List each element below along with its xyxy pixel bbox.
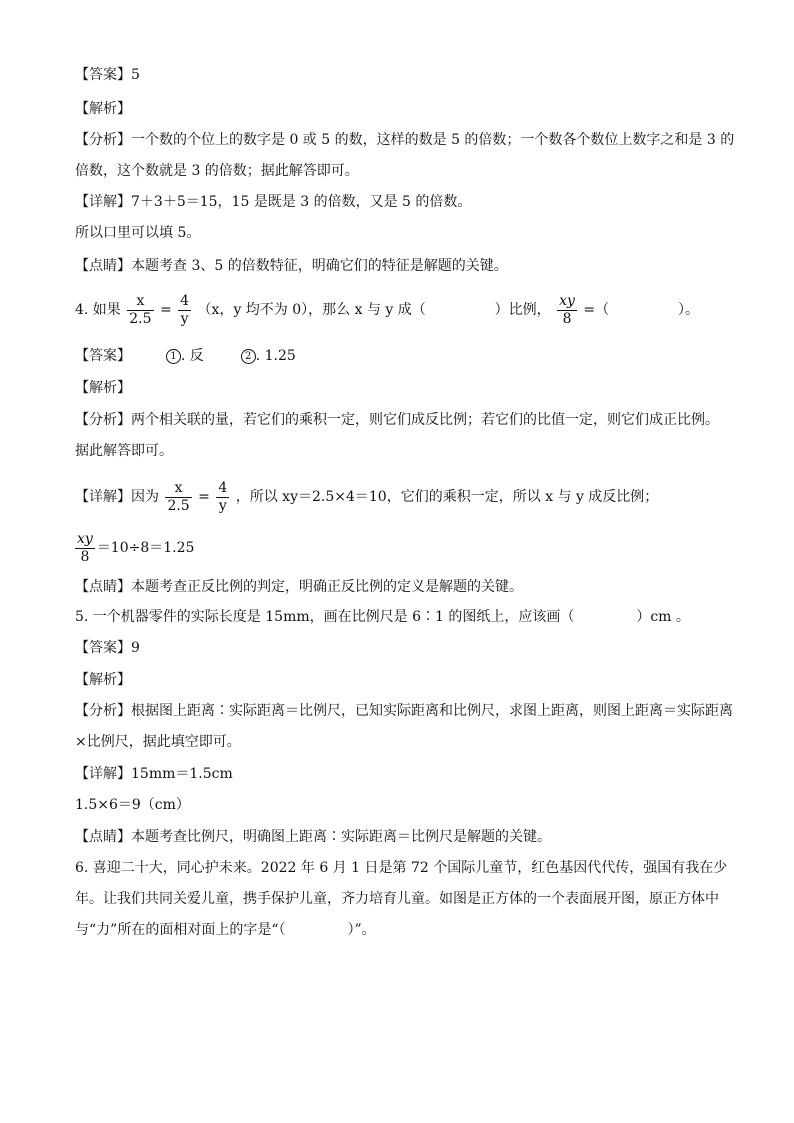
q6-line1: 6. 喜迎二十大，同心护未来。2022 年 6 月 1 日是第 72 个国际儿童节，红色基因代代传，强国有我在少 xyxy=(75,860,728,876)
xiangjie-rest: ，所以 xy＝2.5×4＝10，它们的乘积一定，所以 x 与 y 成反比例； xyxy=(235,489,659,505)
q3-jiexi-heading: 【解析】 xyxy=(75,101,131,117)
fraction-4-over-y xyxy=(216,480,229,515)
q5-question xyxy=(75,607,690,627)
answer-2: . 1.25 xyxy=(255,348,296,364)
q5-answer: 【答案】9 xyxy=(75,640,140,656)
q3-fenxi-line2: 倍数，这个数就是 3 的倍数；据此解答即可。 xyxy=(75,163,359,179)
circled-number-2: 2 xyxy=(241,349,256,364)
q4-fenxi-line1: 【分析】两个相关联的量，若它们的乘积一定，则它们成反比例；若它们的比值一定，则它们成正比例。 xyxy=(75,412,719,428)
calc-rest: ＝10÷8＝1.25 xyxy=(96,540,195,556)
q5-dianjing: 【点睛】本题考查比例尺，明确图上距离∶实际距离＝比例尺是解题的关键。 xyxy=(75,829,551,845)
q3-answer: 【答案】5 xyxy=(75,67,140,83)
fraction-numerator: xy xyxy=(559,292,575,309)
q4-xiangjie xyxy=(75,479,658,515)
fraction-denominator: 2.5 xyxy=(167,497,190,514)
q5-question-text: 5. 一个机器零件的实际长度是 15mm，画在比例尺是 6∶1 的图纸上，应该画（ xyxy=(75,609,575,625)
q5-question-end: ）cm 。 xyxy=(636,609,690,625)
q3-xiangjie: 【详解】7＋3＋5＝15，15 是既是 3 的倍数，又是 5 的倍数。 xyxy=(75,194,472,210)
q6-line2: 年。让我们共同关爱儿童，携手保护儿童，齐力培育儿童。如图是正方体的一个表面展开图，原正方体中 xyxy=(75,891,719,907)
answer-1: . 反 xyxy=(180,348,204,364)
fraction-denominator: y xyxy=(216,497,229,515)
equals-sign: = xyxy=(159,302,172,318)
fraction-numerator: 4 xyxy=(218,479,228,496)
fraction-xy-over-8 xyxy=(75,531,95,566)
q4-question xyxy=(75,292,699,328)
equals-sign: = xyxy=(198,489,210,505)
q4-fenxi-line2: 据此解答即可。 xyxy=(75,443,173,459)
q6-line3-text: 与“力”所在的面相对面上的字是“（ xyxy=(75,922,286,938)
fraction-x-over-2.5 xyxy=(127,293,153,328)
q4-mid: ）比例， xyxy=(494,302,551,318)
fraction-denominator: y xyxy=(178,310,191,328)
q5-xiangjie: 【详解】15mm＝1.5cm xyxy=(75,766,233,782)
fraction-denominator: 8 xyxy=(75,548,95,566)
fraction-numerator: 4 xyxy=(180,292,190,309)
fraction-numerator: x xyxy=(136,292,145,309)
q6-line3 xyxy=(75,920,376,940)
fraction-4-over-y xyxy=(178,293,191,328)
q5-fenxi-line2: ×比例尺，据此填空即可。 xyxy=(75,734,241,750)
q6-line3-end: ）”。 xyxy=(347,922,376,938)
fraction-numerator: x xyxy=(174,479,183,496)
fraction-denominator: 8 xyxy=(557,310,577,328)
fraction-x-over-2.5 xyxy=(165,480,191,515)
fraction-denominator: 2.5 xyxy=(129,310,152,327)
circled-number-1: 1 xyxy=(166,349,181,364)
q4-eq2: =（ xyxy=(583,302,610,318)
q4-dianjing: 【点睛】本题考查正反比例的判定，明确正反比例的定义是解题的关键。 xyxy=(75,579,523,595)
q4-jiexi-heading: 【解析】 xyxy=(75,380,131,396)
q3-dianjing: 【点睛】本题考查 3、5 的倍数特征，明确它们的特征是解题的关键。 xyxy=(75,258,508,274)
xiangjie-prefix: 【详解】因为 xyxy=(75,489,159,505)
q4-calc xyxy=(75,530,194,566)
q3-fenxi-line1: 【分析】一个数的个位上的数字是 0 或 5 的数，这样的数是 5 的倍数；一个数各个数位上数字之和是 3 的 xyxy=(75,132,735,148)
q5-fenxi-line1: 【分析】根据图上距离∶实际距离＝比例尺，已知实际距离和比例尺，求图上距离，则图上距离＝实际距离 xyxy=(75,703,733,719)
q4-prefix: 4. 如果 xyxy=(75,302,121,318)
q4-end: ）。 xyxy=(678,302,700,318)
q3-fill: 所以口里可以填 5。 xyxy=(75,225,201,241)
q5-calc: 1.5×6＝9（cm） xyxy=(75,797,190,813)
q4-condition: （x，y 均不为 0），那么 x 与 y 成（ xyxy=(197,302,426,318)
fraction-xy-over-8 xyxy=(557,293,577,328)
q4-answer xyxy=(75,346,296,366)
answer-label: 【答案】 xyxy=(75,348,131,364)
fraction-numerator: xy xyxy=(77,530,93,547)
q5-jiexi-heading: 【解析】 xyxy=(75,672,131,688)
